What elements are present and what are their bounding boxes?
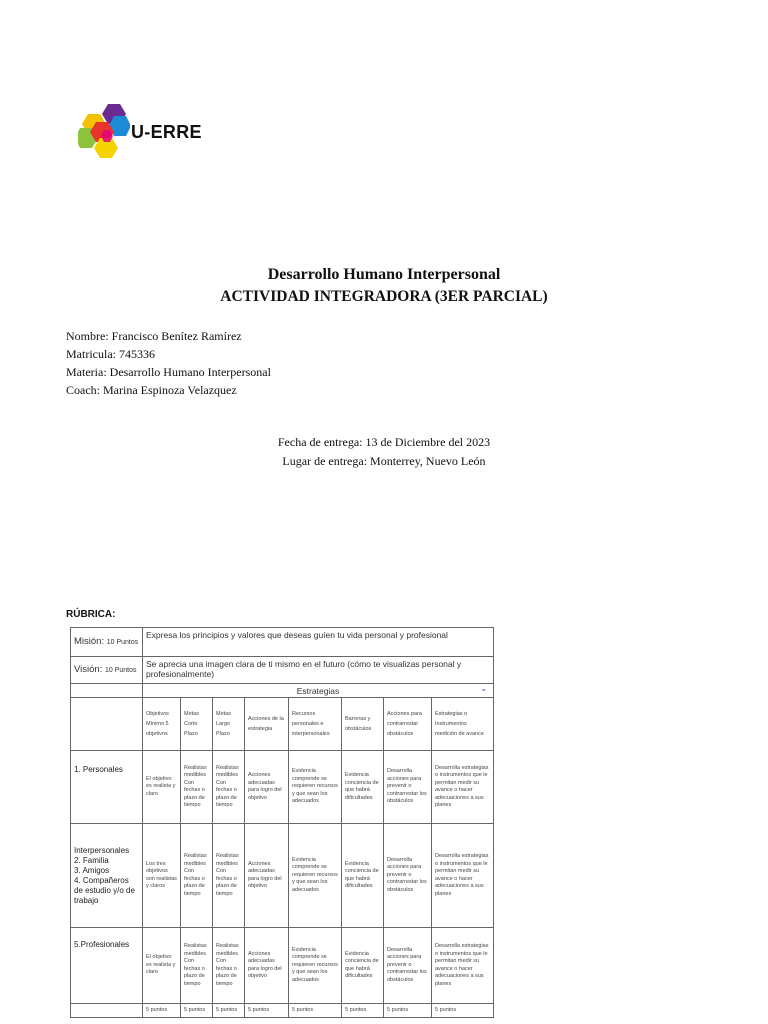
table-cell: Desarrolla estrategias o instrumentos que le permitan medir su avance o hacer adecuaciones a sus planes [432,751,494,824]
delivery-info [0,433,768,471]
document-title [0,264,768,308]
table-cell: El objetivo es realista y claro [143,751,181,824]
mision-label-cell [71,628,143,657]
course-title: Desarrollo Humano Interpersonal [267,266,501,283]
student-matricula: Matricula: 745336 [66,347,155,361]
points-cell: 5 puntos [181,1004,213,1018]
points-cell: 5 puntos [245,1004,289,1018]
table-row-interpersonales [71,824,494,928]
mision-text: Expresa los principios y valores que deseas guíen tu vida personal y profesional [143,628,494,657]
table-cell: Evidencia conciencia de que habrá dificultades [342,751,384,824]
mision-label: Misión: [74,636,105,647]
subject: Materia: Desarrollo Humano Interpersonal [66,365,271,379]
category-profesionales: 5.Profesionales [71,928,143,1004]
table-cell: Desarrolla acciones para prevenir o contrarrestar los obstáculos [384,751,432,824]
category-line: 3. Amigos [74,865,110,875]
table-cell: Realistas medibles Con fechas o plazo de tiempo [213,751,245,824]
table-cell: Los tres objetivos son realistas y claros [143,824,181,928]
empty-cell [71,1004,143,1018]
category-personales: 1. Personales [71,751,143,824]
table-cell: El objetivo es realista y claro [143,928,181,1004]
estrategias-row [71,684,494,698]
column-header: Recursos personales e interpersonales [289,698,342,751]
column-header: Acciones de la estrategia [245,698,289,751]
rubric-table [70,627,494,1018]
hexagon-logo-icon [78,102,130,162]
estrategias-cell [143,684,494,698]
table-cell: Acciones adecuadas para logro del objetivo [245,928,289,1004]
table-row-profesionales [71,928,494,1004]
table-cell: Acciones adecuadas para logro del objetivo [245,824,289,928]
vision-text: Se aprecia una imagen clara de ti mismo en el futuro (cómo te visualizas personal y profesionalmente) [143,657,494,684]
empty-cell [71,698,143,751]
table-cell: Evidencia conciencia de que habrá dificultades [342,928,384,1004]
empty-cell [71,684,143,698]
logo-text: U-ERRE [131,122,202,142]
points-cell: 5 puntos [432,1004,494,1018]
delivery-date: Fecha de entrega: 13 de Diciembre del 2023 [277,435,491,449]
table-cell: Evidencia comprende se requieren recursos y que sean los adecuados [289,751,342,824]
table-cell: Realistas medibles Con fechas o plazo de tiempo [181,824,213,928]
column-header: Metas Corto Plazo [181,698,213,751]
u-erre-logo [78,102,208,162]
vision-points: 10 Puntos [104,667,137,674]
table-cell: Desarrolla acciones para prevenir o contrarrestar los obstáculos [384,824,432,928]
table-cell: Desarrolla estrategias o instrumentos que le permitan medir su avance o hacer adecuaciones a sus planes [432,928,494,1004]
points-row [71,1004,494,1018]
estrategias-label: Estrategias [296,685,340,696]
category-line: Interpersonales [74,845,130,855]
column-header: Metas Largo Plazo [213,698,245,751]
column-header: Objetivos Mínimo 5 objetivos [143,698,181,751]
activity-title: ACTIVIDAD INTEGRADORA (3ER PARCIAL) [220,288,548,305]
student-info [66,327,271,399]
points-cell: 5 puntos [342,1004,384,1018]
coach: Coach: Marina Espinoza Velazquez [66,383,237,397]
rubric-heading: RÚBRICA: [66,609,116,620]
delivery-place: Lugar de entrega: Monterrey, Nuevo León [282,454,486,468]
category-interpersonales [71,824,143,928]
points-cell: 5 puntos [143,1004,181,1018]
category-line: 2. Familia [74,855,109,865]
table-cell: Realistas medibles Con fechas o plazo de tiempo [181,751,213,824]
points-cell: 5 puntos [213,1004,245,1018]
table-cell: Evidencia conciencia de que habrá dificultades [342,824,384,928]
table-cell: Evidencia comprende se requieren recursos y que sean los adecuados [289,824,342,928]
category-line: 4. Compañeros de estudio y/o de trabajo [74,875,135,905]
column-header: Acciones para contrarrestar obstáculos [384,698,432,751]
vision-row [71,657,494,684]
table-cell: Realistas medibles Con fechas o plazo de tiempo [181,928,213,1004]
table-cell: Evidencia comprende se requieren recursos y que sean los adecuados [289,928,342,1004]
table-cell: Desarrolla estrategias o instrumentos que le permitan medir su avance o hacer adecuaciones a sus planes [432,824,494,928]
table-row-personales [71,751,494,824]
table-cell: Realistas medibles Con fechas o plazo de tiempo [213,928,245,1004]
vision-label-cell [71,657,143,684]
points-cell: 5 puntos [384,1004,432,1018]
points-cell: 5 puntos [289,1004,342,1018]
column-header: Estrategias o Instrumentos medición de avance [432,698,494,751]
vision-label: Visión: [74,664,103,675]
caret-icon: ⌄ [480,684,488,693]
column-header-row [71,698,494,751]
student-name: Nombre: Francisco Benítez Ramírez [66,329,242,343]
table-cell: Desarrolla acciones para prevenir o contrarrestar los obstáculos [384,928,432,1004]
mision-points: 10 Puntos [106,639,139,646]
table-cell: Acciones adecuadas para logro del objetivo [245,751,289,824]
mision-row [71,628,494,657]
column-header: Barreras y obstáculos [342,698,384,751]
table-cell: Realistas medibles Con fechas o plazo de tiempo [213,824,245,928]
